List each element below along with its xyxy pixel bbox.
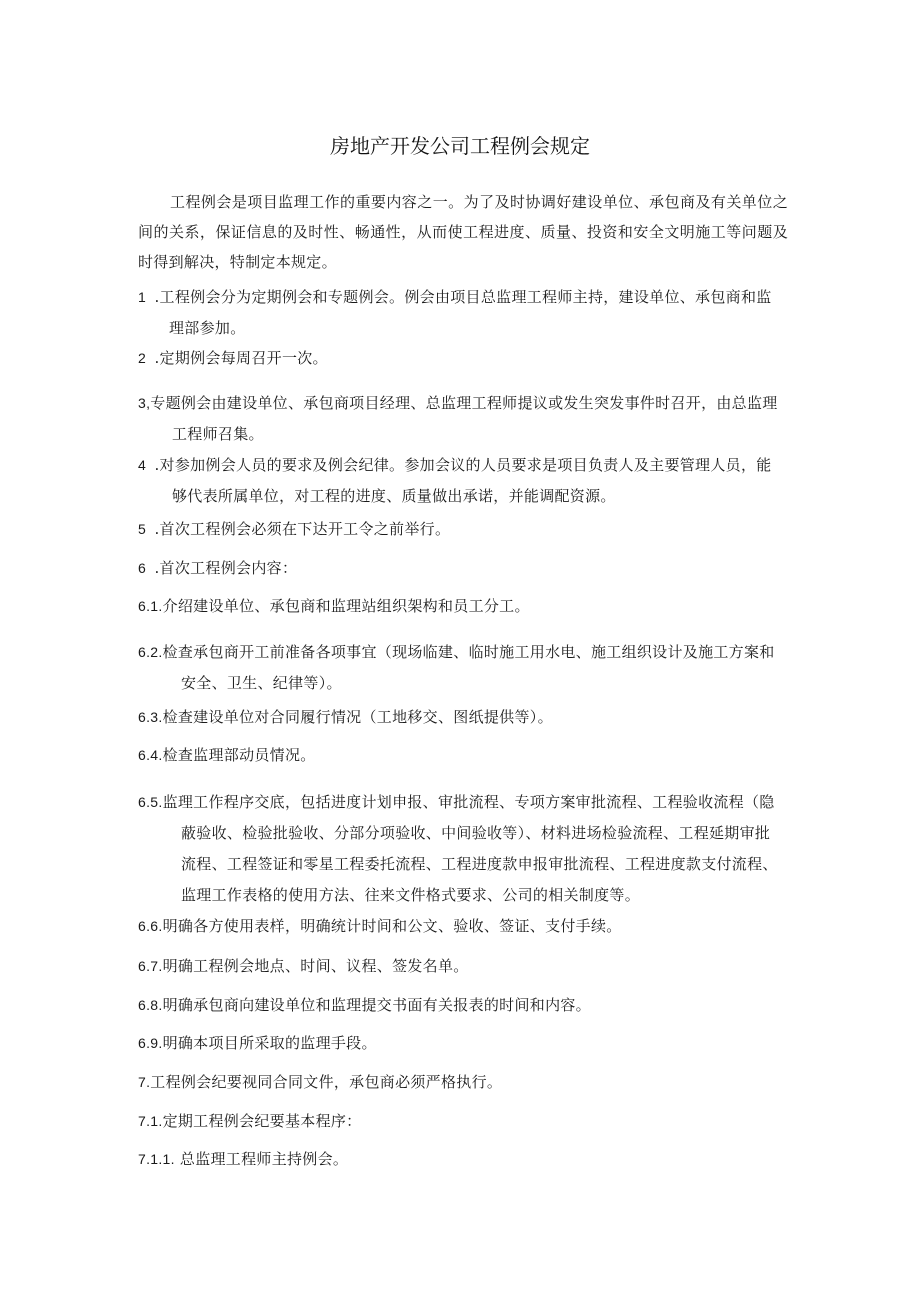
list-item [138, 911, 798, 942]
item-text-continuation: 监理工作表格的使用方法、往来文件格式要求、公司的相关制度等。 [181, 886, 641, 904]
list-item [138, 1028, 798, 1059]
list-item [138, 702, 798, 733]
list-item [138, 1067, 798, 1098]
item-text: 明确承包商向建设单位和监理提交书面有关报表的时间和内容。 [162, 996, 591, 1014]
item-text: 定期工程例会纪要基本程序： [162, 1112, 362, 1130]
item-text: 工程例会纪要视同合同文件，承包商必须严格执行。 [150, 1073, 503, 1091]
item-text-continuation: 安全、卫生、纪律等）。 [181, 674, 342, 692]
item-number: 7. [138, 1074, 151, 1090]
list-item [138, 1106, 798, 1137]
list-item [138, 388, 798, 450]
item-text: .工程例会分为定期例会和专题例会。例会由项目总监理工程师主持，建设单位、承包商和监 [154, 288, 772, 306]
item-text: 明确本项目所采取的监理手段。 [162, 1034, 377, 1052]
item-text-continuation: 蔽验收、检验批验收、分部分项验收、中间验收等）、材料进场检验流程、工程延期审批 [181, 824, 771, 842]
item-number: 2 [138, 350, 155, 366]
item-number: 6.4. [138, 747, 163, 763]
list-item [138, 637, 798, 699]
item-text: 监理工作程序交底，包括进度计划申报、审批流程、专项方案审批流程、工程验收流程（隐 [162, 793, 775, 811]
item-text-continuation: 够代表所属单位，对工程的进度、质量做出承诺，并能调配资源。 [172, 487, 616, 505]
item-number: 3, [138, 395, 151, 411]
list-item [138, 343, 798, 374]
list-item [138, 514, 798, 545]
item-text: 检查建设单位对合同履行情况（工地移交、图纸提供等）。 [162, 708, 553, 726]
item-text: .首次工程例会内容： [154, 559, 298, 577]
item-text-continuation: 工程师召集。 [172, 425, 264, 443]
list-item [138, 740, 798, 771]
page-title: 房地产开发公司工程例会规定 [330, 134, 590, 158]
item-number: 5 [138, 521, 155, 537]
item-text: 检查监理部动员情况。 [162, 746, 316, 764]
item-number: 6 [138, 560, 155, 576]
item-number: 6.8. [138, 997, 163, 1013]
list-item [138, 450, 798, 512]
item-number: 6.6. [138, 918, 163, 934]
item-text: 明确各方使用表样，明确统计时间和公文、验收、签证、支付手续。 [162, 917, 622, 935]
item-text: 介绍建设单位、承包商和监理站组织架构和员工分工。 [162, 597, 530, 615]
item-number: 6.1. [138, 598, 163, 614]
item-number: 6.9. [138, 1035, 163, 1051]
item-text-continuation: 理部参加。 [169, 319, 246, 337]
item-text: .首次工程例会必须在下达开工令之前举行。 [154, 520, 451, 538]
intro-paragraph: 工程例会是项目监理工作的重要内容之一。为了及时协调好建设单位、承包商及有关单位之间的关系，保证信息的及时性、畅通性，从而使工程进度、质量、投资和安全文明施工等问题及时得到解决，特制定本规定。 [138, 193, 788, 271]
item-number: 6.2. [138, 644, 163, 660]
item-text: 检查承包商开工前准备各项事宜（现场临建、临时施工用水电、施工组织设计及施工方案和 [162, 643, 775, 661]
item-number: 6.5. [138, 794, 163, 810]
item-number: 6.7. [138, 958, 163, 974]
list-item [138, 591, 798, 622]
list-item [138, 553, 798, 584]
list-item [138, 990, 798, 1021]
list-item [138, 787, 798, 911]
item-text: .对参加例会人员的要求及例会纪律。参加会议的人员要求是项目负责人及主要管理人员，能 [154, 456, 772, 474]
item-number: 7.1. [138, 1113, 163, 1129]
item-text: .定期例会每周召开一次。 [154, 349, 328, 367]
item-text: 总监理工程师主持例会。 [174, 1150, 349, 1168]
list-item [138, 282, 798, 344]
item-text: 明确工程例会地点、时间、议程、签发名单。 [162, 957, 469, 975]
item-text: 专题例会由建设单位、承包商项目经理、总监理工程师提议或发生突发事件时召开，由总监理 [150, 394, 778, 412]
list-item [138, 951, 798, 982]
item-text-continuation: 流程、工程签证和零星工程委托流程、工程进度款申报审批流程、工程进度款支付流程、 [181, 855, 778, 873]
item-number: 7.1.1. [138, 1151, 175, 1167]
item-number: 4 [138, 457, 155, 473]
item-number: 1 [138, 289, 155, 305]
item-number: 6.3. [138, 709, 163, 725]
list-item [138, 1144, 798, 1175]
